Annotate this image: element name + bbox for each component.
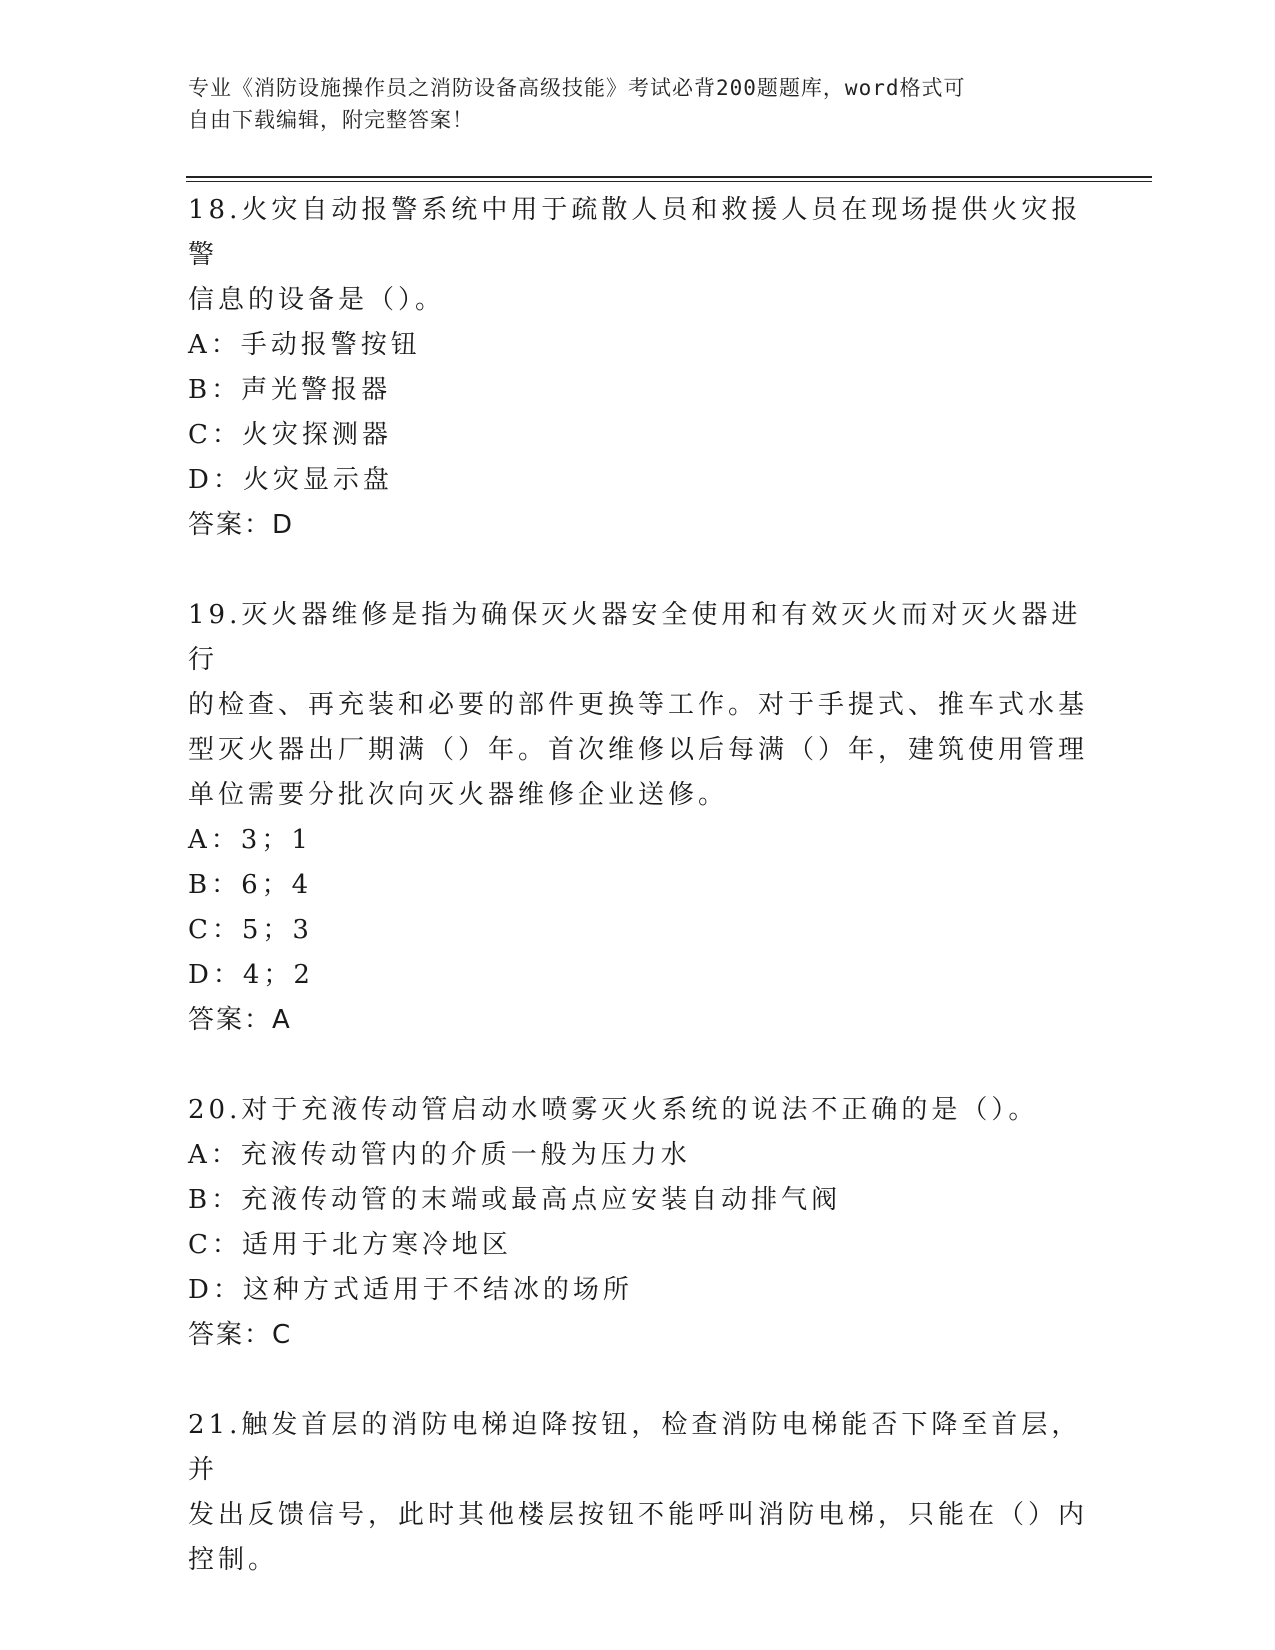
question-18 bbox=[188, 188, 1088, 548]
header-divider-thin bbox=[186, 181, 1152, 182]
header-line-1: 专业《消防设施操作员之消防设备高级技能》考试必背200题题库，word格式可 bbox=[188, 76, 966, 100]
header-divider-thick bbox=[186, 176, 1152, 178]
answer: 答案：C bbox=[188, 1320, 293, 1350]
option-d: D：火灾显示盘 bbox=[188, 465, 393, 495]
option-d: D：这种方式适用于不结冰的场所 bbox=[188, 1275, 633, 1305]
option-a: A：充液传动管内的介质一般为压力水 bbox=[188, 1140, 691, 1170]
option-b: B：声光警报器 bbox=[188, 375, 392, 405]
question-stem-line: 21.触发首层的消防电梯迫降按钮，检查消防电梯能否下降至首层，并 bbox=[188, 1410, 1082, 1485]
question-stem-line: 控制。 bbox=[188, 1545, 279, 1575]
option-b: B：充液传动管的末端或最高点应安装自动排气阀 bbox=[188, 1185, 842, 1215]
option-c: C：适用于北方寒冷地区 bbox=[188, 1230, 512, 1260]
question-stem-line: 单位需要分批次向灭火器维修企业送修。 bbox=[188, 780, 729, 810]
option-b: B：6；4 bbox=[188, 870, 313, 900]
answer: 答案：A bbox=[188, 1005, 292, 1035]
question-stem-line: 的检查、再充装和必要的部件更换等工作。对于手提式、推车式水基 bbox=[188, 690, 1089, 720]
option-d: D：4；2 bbox=[188, 960, 314, 990]
option-a: A：3；1 bbox=[188, 825, 312, 855]
question-stem-line: 信息的设备是（）。 bbox=[188, 285, 446, 315]
document-header bbox=[188, 72, 1068, 136]
question-19 bbox=[188, 593, 1088, 1043]
question-stem-line: 型灭火器出厂期满（）年。首次维修以后每满（）年，建筑使用管理 bbox=[188, 735, 1089, 765]
question-list bbox=[188, 188, 1088, 1583]
question-stem-line: 发出反馈信号，此时其他楼层按钮不能呼叫消防电梯，只能在（）内 bbox=[188, 1500, 1089, 1530]
question-stem-line: 19.灭火器维修是指为确保灭火器安全使用和有效灭火而对灭火器进行 bbox=[188, 600, 1082, 675]
question-stem-line: 18.火灾自动报警系统中用于疏散人员和救援人员在现场提供火灾报警 bbox=[188, 195, 1082, 270]
question-20 bbox=[188, 1088, 1088, 1358]
option-a: A：手动报警按钮 bbox=[188, 330, 421, 360]
question-21 bbox=[188, 1403, 1088, 1583]
option-c: C：5；3 bbox=[188, 915, 313, 945]
answer: 答案：D bbox=[188, 510, 295, 540]
header-line-2: 自由下载编辑，附完整答案！ bbox=[188, 108, 474, 132]
option-c: C：火灾探测器 bbox=[188, 420, 392, 450]
question-stem-line: 20.对于充液传动管启动水喷雾灭火系统的说法不正确的是（）。 bbox=[188, 1095, 1039, 1125]
